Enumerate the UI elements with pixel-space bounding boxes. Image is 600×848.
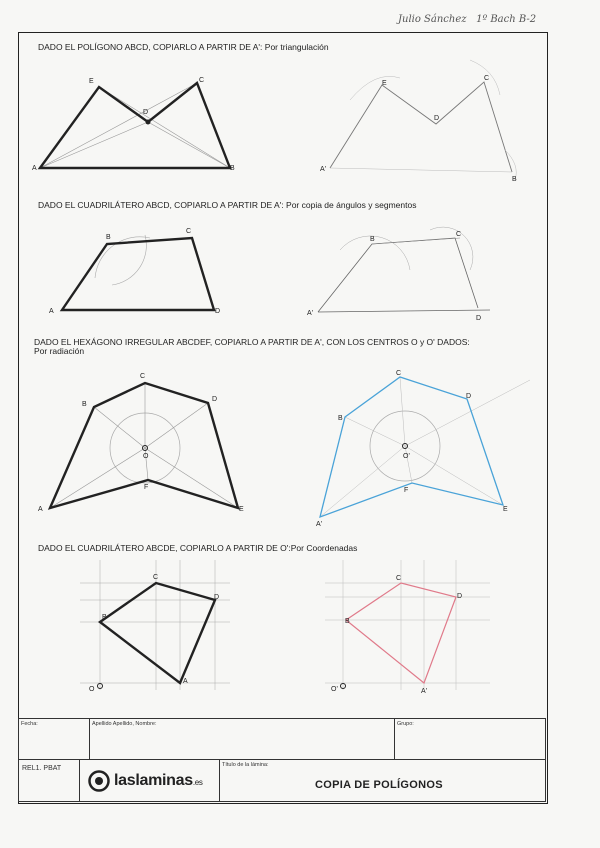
ex2-label-B: B xyxy=(106,234,111,241)
exercise-4-caption: DADO EL CUADRILÁTERO ABCDE, COPIARLO A PARTIR DE O':Por Coordenadas xyxy=(38,543,358,553)
ex2-copy-label-A: A' xyxy=(307,310,314,317)
laslaminas-logo-icon xyxy=(88,770,110,792)
ex1-copy-label-D: D xyxy=(434,115,440,122)
ex2-copy-label-B: B xyxy=(370,236,375,243)
ex2-copy-label-C: C xyxy=(456,231,462,238)
ex2-copy-label-D: D xyxy=(476,315,482,322)
ex3-label-B: B xyxy=(82,401,87,408)
ex2-copy-quadrilateral xyxy=(318,227,490,312)
ex4-copy-label-B: B xyxy=(345,618,350,625)
ex3-label-O: O xyxy=(143,453,149,460)
ex1-label-C: C xyxy=(199,77,205,84)
exercise-3-caption-line2: Por radiación xyxy=(34,346,85,356)
ex4-label-D: D xyxy=(214,594,220,601)
titulo-label: Título de la lámina: xyxy=(222,762,269,768)
ex3-copy-hexagon xyxy=(320,377,530,517)
ex4-copy-label-D: D xyxy=(457,593,463,600)
logo-wordmark xyxy=(114,772,203,790)
logo-name: laslaminas xyxy=(114,772,193,789)
ex4-copy-coordinates xyxy=(325,560,490,690)
ex1-copy-label-B: B xyxy=(512,176,517,183)
grupo-cell xyxy=(394,718,546,760)
ex3-label-D: D xyxy=(212,396,218,403)
course-code: REL1. PBAT xyxy=(22,765,62,772)
ex3-copy-label-O: O' xyxy=(403,453,410,460)
ex4-label-B: B xyxy=(102,614,107,621)
ex4-copy-label-A: A' xyxy=(421,688,428,695)
ex1-copy-label-E: E xyxy=(382,80,387,87)
ex1-copy-label-A: A' xyxy=(320,166,327,173)
ex4-label-A: A xyxy=(183,678,188,685)
grupo-label: Grupo: xyxy=(397,721,414,727)
ex3-copy-label-A: A' xyxy=(316,521,323,528)
ex1-label-A: A xyxy=(32,165,37,172)
ex3-label-E: E xyxy=(239,506,244,513)
ex1-label-E: E xyxy=(89,78,94,85)
ex4-label-C: C xyxy=(153,574,159,581)
ex4-copy-label-O: O' xyxy=(331,686,338,693)
ex3-copy-label-F: F xyxy=(404,487,409,494)
ex3-copy-label-B: B xyxy=(338,415,343,422)
apellido-label: Apellido Apellido, Nombre: xyxy=(92,721,157,727)
ex1-original-polygon xyxy=(40,83,230,168)
ex2-label-A: A xyxy=(49,308,54,315)
exercise-1-caption: DADO EL POLÍGONO ABCD, COPIARLO A PARTIR DE A': Por triangulación xyxy=(38,42,329,52)
ex2-label-C: C xyxy=(186,228,192,235)
ex3-copy-label-E: E xyxy=(503,506,508,513)
ex1-label-B: B xyxy=(230,165,235,172)
student-course: 1º Bach B-2 xyxy=(476,14,537,25)
ex3-copy-label-C: C xyxy=(396,370,402,377)
ex4-label-O: O xyxy=(89,686,95,693)
logo-suffix: .es xyxy=(192,778,203,787)
ex3-copy-label-D: D xyxy=(466,393,472,400)
ex1-label-D: D xyxy=(143,109,149,116)
ex1-copy-label-C: C xyxy=(484,75,490,82)
student-name: Julio Sánchez xyxy=(398,14,467,25)
ex4-copy-label-C: C xyxy=(396,575,402,582)
ex3-label-F: F xyxy=(144,484,149,491)
fecha-label: Fecha: xyxy=(21,721,38,727)
ex3-label-A: A xyxy=(38,506,43,513)
exercise-2-caption: DADO EL CUADRILÁTERO ABCD, COPIARLO A PARTIR DE A': Por copia de ángulos y segmentos xyxy=(38,200,417,210)
exercise-3-caption: DADO EL HEXÁGONO IRREGULAR ABCDEF, COPIARLO A PARTIR DE A', CON LOS CENTROS O y O' DADOS: xyxy=(34,337,470,347)
sheet-title: COPIA DE POLÍGONOS xyxy=(315,779,443,791)
ex2-original-quadrilateral xyxy=(62,235,214,310)
ex3-label-C: C xyxy=(140,373,146,380)
ex2-label-D: D xyxy=(215,308,221,315)
